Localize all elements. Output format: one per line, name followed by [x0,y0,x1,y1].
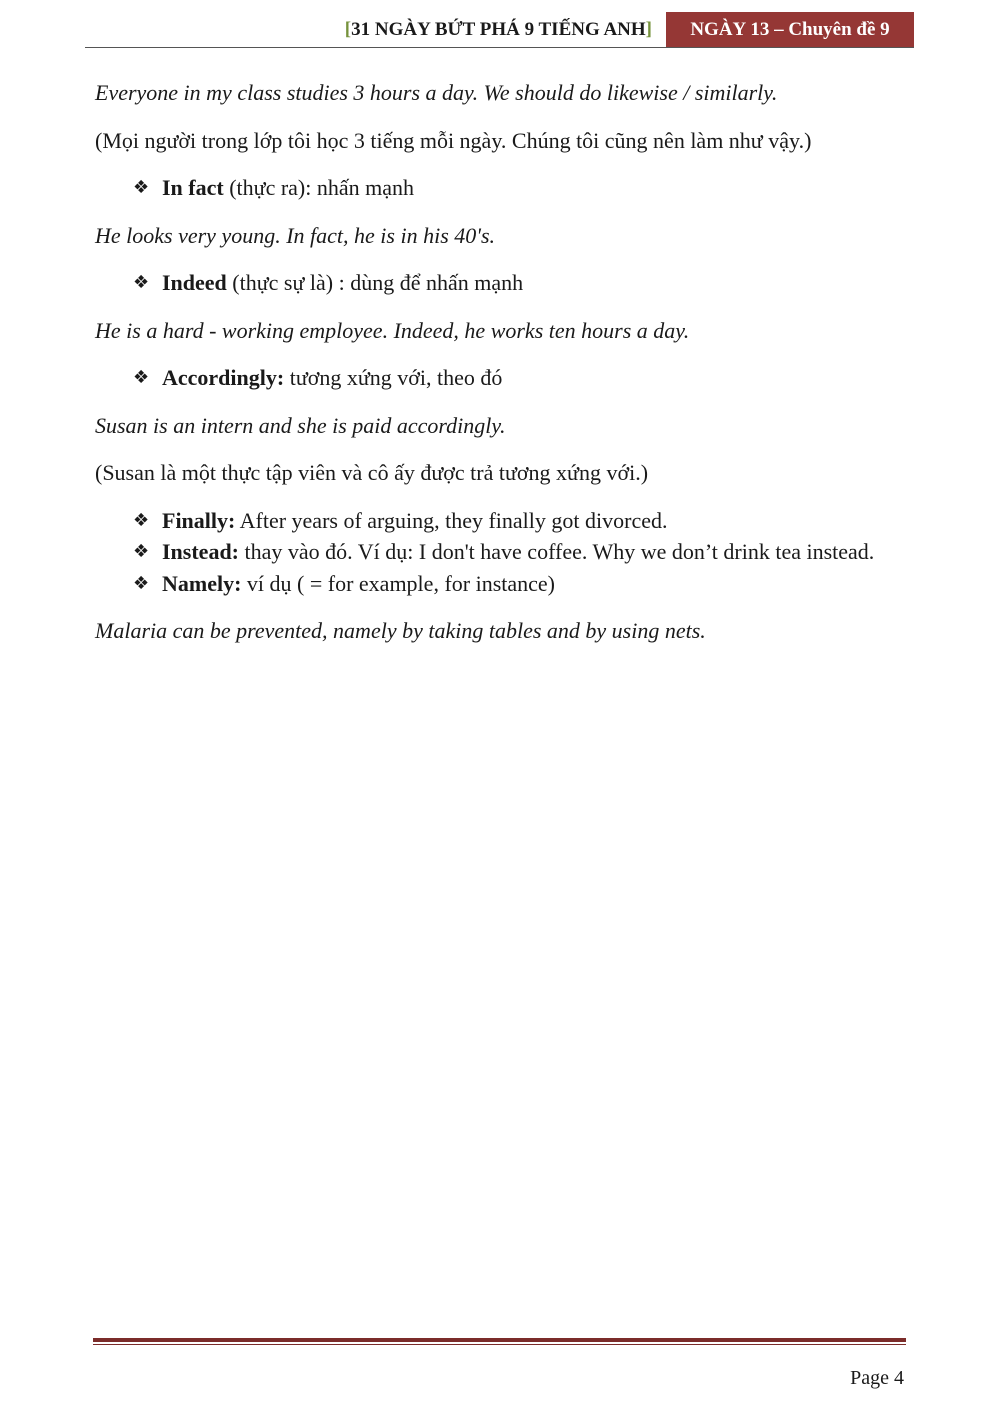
bullet-indeed [95,268,904,298]
book-title-text: 31 NGÀY BỨT PHÁ 9 TIẾNG ANH [351,19,646,40]
term: In fact [162,175,224,200]
term-desc: thay vào đó. Ví dụ: I don't have coffee. Why we don’t drink tea instead. [239,539,875,564]
example-in-fact: He looks very young. In fact, he is in his 40's. [95,222,496,248]
bullet-finally [95,506,904,536]
bullet-in-fact [95,173,904,203]
bullet-icon: ❖ [133,541,150,562]
term: Instead: [162,539,240,564]
page-number: Page 4 [850,1367,904,1389]
book-title [345,19,652,41]
translation-likewise: (Mọi người trong lớp tôi học 3 tiếng mỗi ngày. Chúng tôi cũng nên làm như vậy.) [95,127,812,153]
day-label-box [666,12,914,48]
page-header [85,12,914,48]
open-bracket: [ [344,19,352,40]
term: Indeed [162,270,227,295]
translation-accordingly: (Susan là một thực tập viên và cô ấy được trả tương xứng với.) [95,460,649,485]
bullet-instead [95,537,904,567]
term-desc: (thực ra): nhấn mạnh [223,175,415,200]
day-label: NGÀY 13 – Chuyên đề 9 [690,19,890,40]
header-rule [85,47,914,48]
term-desc: ví dụ ( = for example, for instance) [241,570,555,596]
example-accordingly: Susan is an intern and she is paid accordingly. [95,412,506,438]
bullet-icon: ❖ [133,177,150,198]
example-indeed: He is a hard - working employee. Indeed, he works ten hours a day. [95,317,690,343]
bullet-icon: ❖ [133,509,150,531]
bullet-icon: ❖ [133,272,150,293]
bullet-icon: ❖ [133,367,150,388]
term: Namely: [162,570,242,596]
example-likewise: Everyone in my class studies 3 hours a day. We should do likewise / similarly. [95,80,778,105]
term: Finally: [162,507,236,533]
example-namely: Malaria can be prevented, namely by taking tables and by using nets. [95,618,706,643]
term-desc: tương xứng với, theo đó [284,365,503,390]
term-desc: (thực sự là) : dùng để nhấn mạnh [226,270,524,295]
bullet-accordingly [95,363,904,393]
term: Accordingly: [162,365,285,390]
page-content [95,78,904,664]
bullet-namely [95,569,904,599]
footer-rule-thick [93,1338,906,1342]
close-bracket: ] [645,19,652,40]
term-desc: After years of arguing, they finally got divorced. [235,507,668,533]
footer-rule-thin [93,1344,906,1345]
bullet-icon: ❖ [133,572,150,594]
